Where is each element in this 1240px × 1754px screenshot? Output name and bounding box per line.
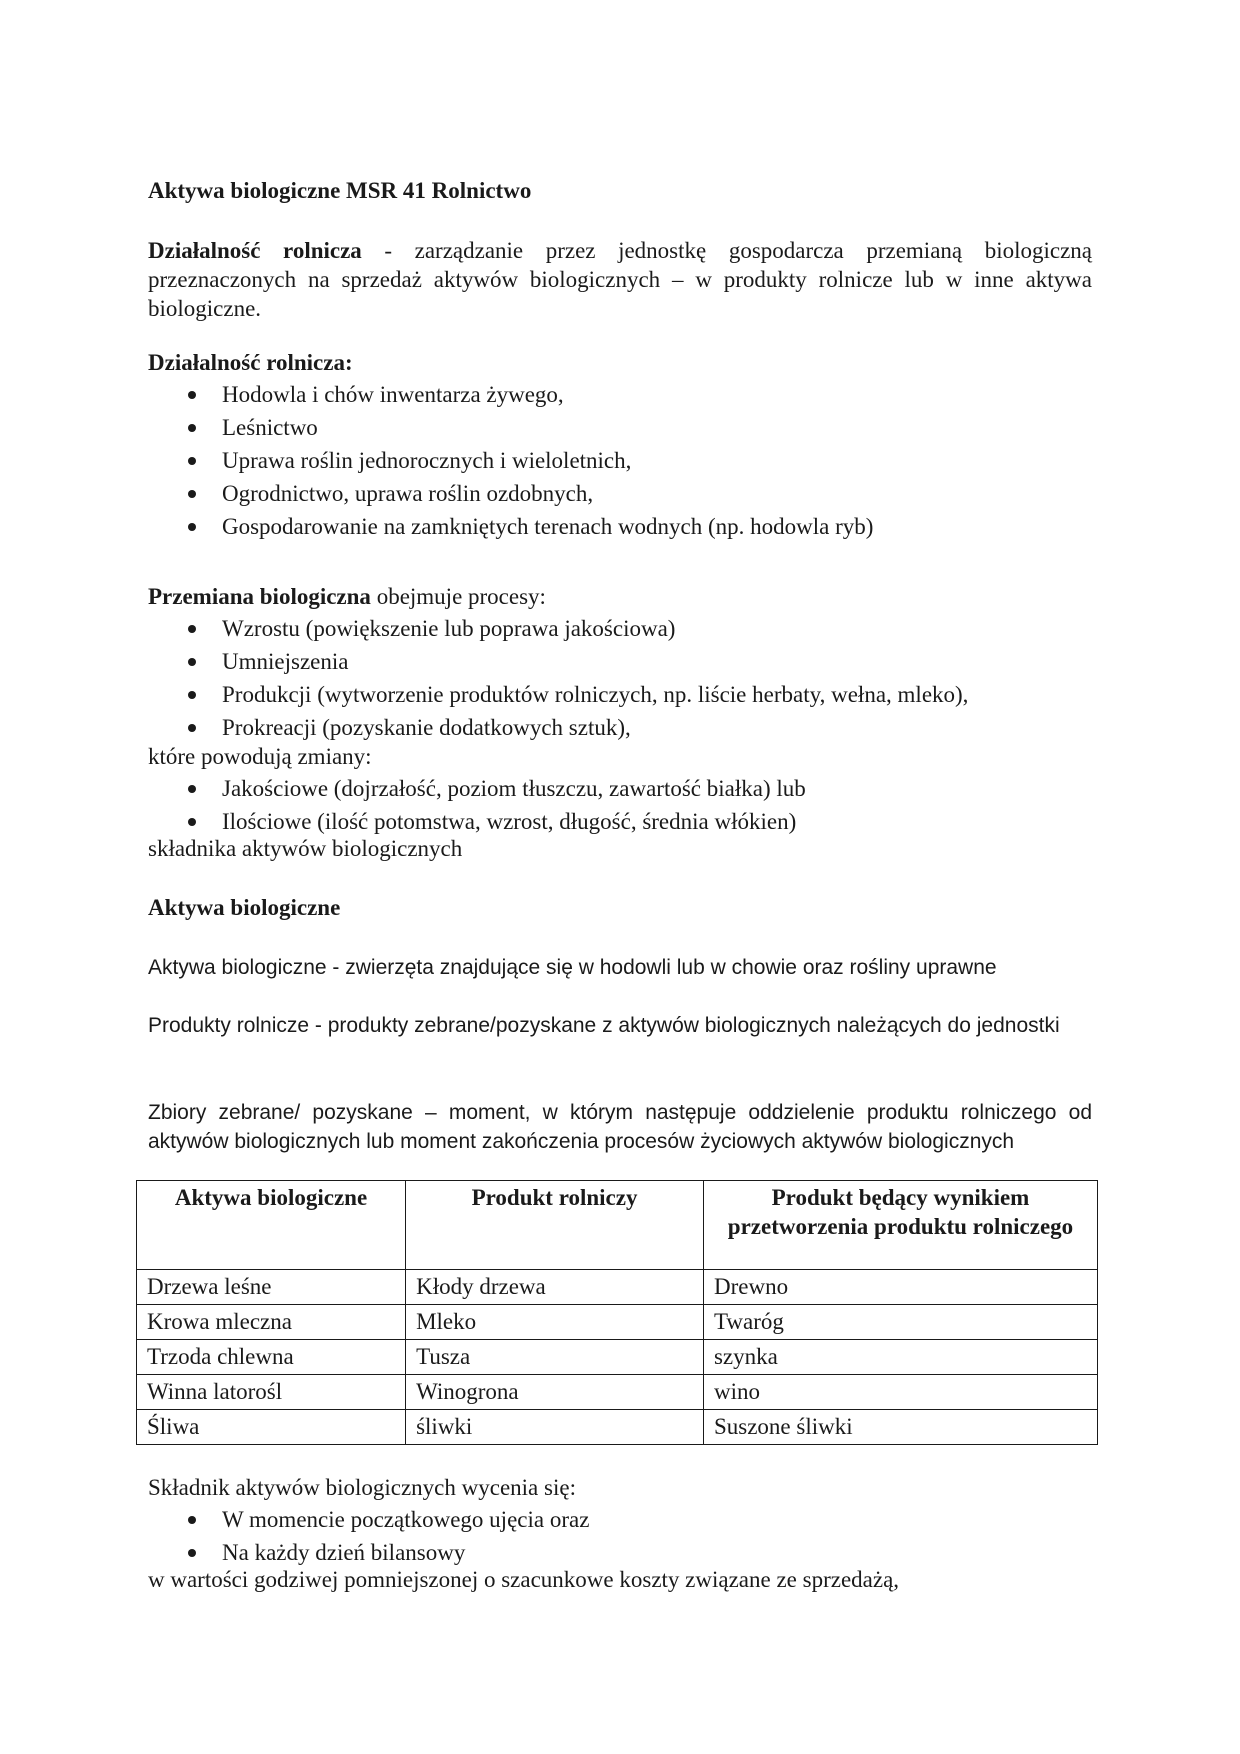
list-item: Gospodarowanie na zamkniętych terenach wodnych (np. hodowla ryb) bbox=[188, 510, 873, 543]
table-row bbox=[137, 1305, 1098, 1340]
list-item: Hodowla i chów inwentarza żywego, bbox=[188, 378, 873, 411]
list-item: Wzrostu (powiększenie lub poprawa jakościowa) bbox=[188, 612, 968, 645]
definition-text: - zarządzanie przez jednostkę gospodarcza przemianą biologiczną przeznaczonych na sprzedaż aktywów biologicznych – w produkty rolnicze lub w inne aktywa biologiczne. bbox=[148, 238, 1092, 321]
table-cell: wino bbox=[703, 1375, 1097, 1410]
table-row bbox=[137, 1270, 1098, 1305]
changes-list bbox=[188, 772, 806, 838]
table-header-cell: Aktywa biologiczne bbox=[137, 1181, 406, 1270]
list-item: Jakościowe (dojrzałość, poziom tłuszczu, zawartość białka) lub bbox=[188, 772, 806, 805]
table-cell: Krowa mleczna bbox=[137, 1305, 406, 1340]
table-cell: Śliwa bbox=[137, 1410, 406, 1445]
products-definition: Produkty rolnicze - produkty zebrane/pozyskane z aktywów biologicznych należących do jednostki bbox=[148, 1014, 1060, 1037]
list-item: W momencie początkowego ujęcia oraz bbox=[188, 1503, 589, 1536]
changes-intro: które powodują zmiany: bbox=[148, 744, 372, 769]
valuation-outro: w wartości godziwej pomniejszonej o szacunkowe koszty związane ze sprzedażą, bbox=[148, 1567, 900, 1592]
table-cell: Drewno bbox=[703, 1270, 1097, 1305]
transformation-intro: obejmuje procesy: bbox=[370, 584, 546, 609]
list-item: Umniejszenia bbox=[188, 645, 968, 678]
table-cell: Winogrona bbox=[406, 1375, 704, 1410]
list-item: Leśnictwo bbox=[188, 411, 873, 444]
table-header-row bbox=[137, 1181, 1098, 1270]
table-row bbox=[137, 1375, 1098, 1410]
table-cell: Tusza bbox=[406, 1340, 704, 1375]
processes-list bbox=[188, 612, 968, 744]
document-title: Aktywa biologiczne MSR 41 Rolnictwo bbox=[148, 178, 532, 203]
transformation-heading bbox=[148, 584, 546, 610]
table-cell: szynka bbox=[703, 1340, 1097, 1375]
table-header-cell: Produkt rolniczy bbox=[406, 1181, 704, 1270]
list-item: Prokreacji (pozyskanie dodatkowych sztuk), bbox=[188, 711, 968, 744]
assets-heading: Aktywa biologiczne bbox=[148, 895, 341, 920]
table-cell: Winna latorośl bbox=[137, 1375, 406, 1410]
harvest-definition: Zbiory zebrane/ pozyskane – moment, w którym następuje oddzielenie produktu rolniczego od aktywów biologicznych lub moment zakończenia procesów życiowych aktywów biologicznych bbox=[148, 1101, 1092, 1153]
table-cell: Kłody drzewa bbox=[406, 1270, 704, 1305]
table-cell: Drzewa leśne bbox=[137, 1270, 406, 1305]
list-item: Uprawa roślin jednorocznych i wieloletnich, bbox=[188, 444, 873, 477]
transformation-outro: składnika aktywów biologicznych bbox=[148, 836, 463, 861]
table-header-cell: Produkt będący wynikiem przetworzenia produktu rolniczego bbox=[703, 1181, 1097, 1270]
list-item: Ilościowe (ilość potomstwa, wzrost, długość, średnia włókien) bbox=[188, 805, 806, 838]
list-item: Na każdy dzień bilansowy bbox=[188, 1536, 589, 1569]
biological-assets-table bbox=[136, 1180, 1098, 1445]
table-cell: Suszone śliwki bbox=[703, 1410, 1097, 1445]
table-cell: Twaróg bbox=[703, 1305, 1097, 1340]
valuation-list bbox=[188, 1503, 589, 1569]
list-item: Produkcji (wytworzenie produktów rolniczych, np. liście herbaty, wełna, mleko), bbox=[188, 678, 968, 711]
activities-list bbox=[188, 378, 873, 543]
transformation-term: Przemiana biologiczna bbox=[148, 584, 371, 609]
table-row bbox=[137, 1340, 1098, 1375]
table-cell: Trzoda chlewna bbox=[137, 1340, 406, 1375]
table-cell: śliwki bbox=[406, 1410, 704, 1445]
table-row bbox=[137, 1410, 1098, 1445]
definition-term: Działalność rolnicza bbox=[148, 238, 362, 263]
assets-definition: Aktywa biologiczne - zwierzęta znajdujące się w hodowli lub w chowie oraz rośliny uprawne bbox=[148, 956, 997, 979]
list-item: Ogrodnictwo, uprawa roślin ozdobnych, bbox=[188, 477, 873, 510]
table-cell: Mleko bbox=[406, 1305, 704, 1340]
definition-paragraph bbox=[148, 236, 1092, 323]
valuation-intro: Składnik aktywów biologicznych wycenia się: bbox=[148, 1475, 576, 1500]
activities-heading: Działalność rolnicza: bbox=[148, 350, 353, 375]
